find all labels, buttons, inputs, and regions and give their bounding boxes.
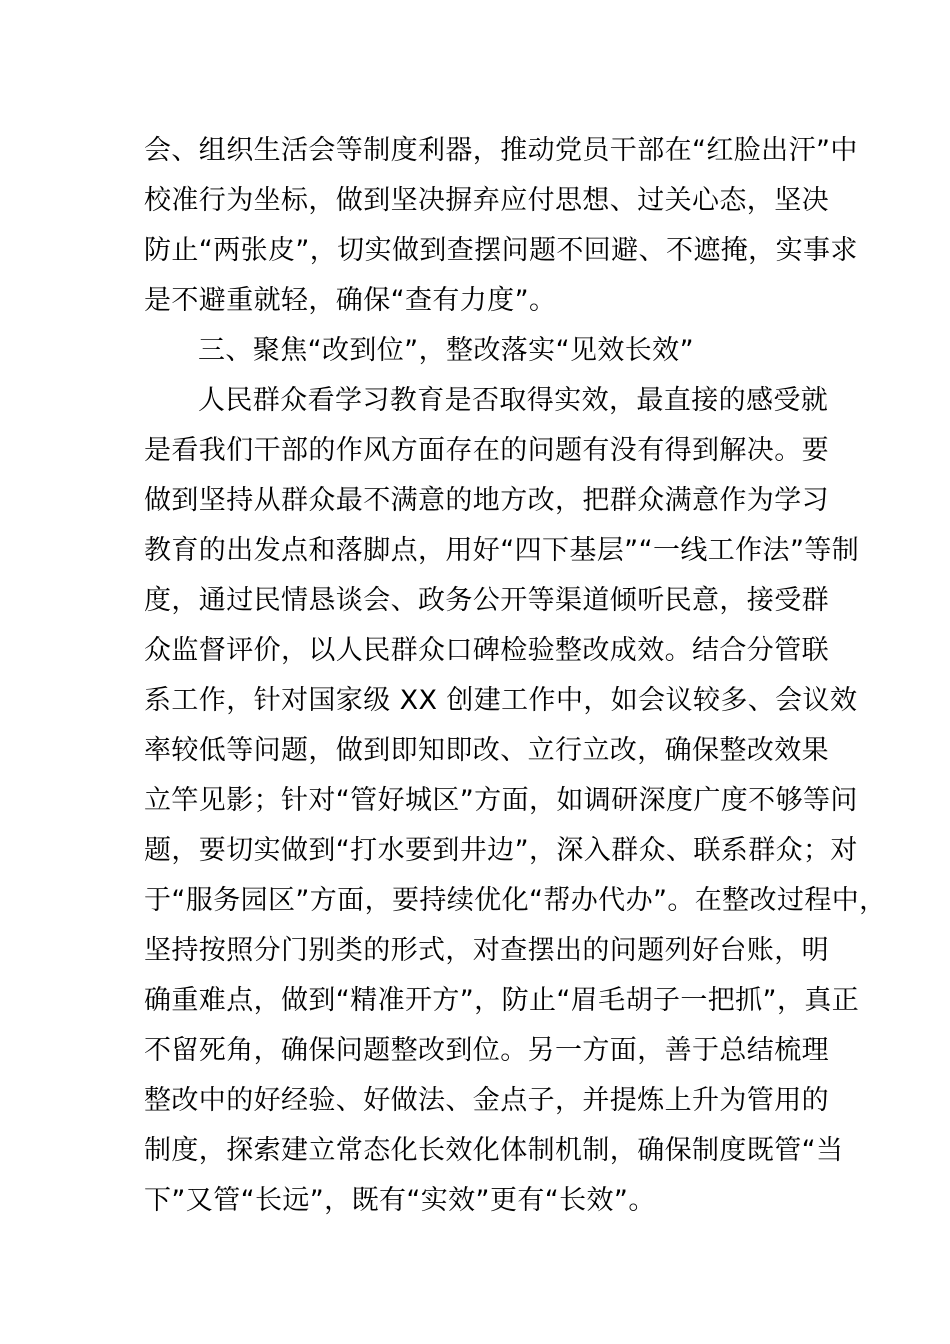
text-line: 会、组织生活会等制度利器，推动党员干部在“红脸出汗”中 <box>144 135 858 166</box>
document-body <box>144 126 887 1226</box>
text-line: 确重难点，做到“精准开方”，防止“眉毛胡子一把抓”，真正 <box>144 985 860 1016</box>
text-line: 率较低等问题，做到即知即改、立行立改，确保整改效果 <box>144 735 829 766</box>
text-line: 制度，探索建立常态化长效化体制机制，确保制度既管“当 <box>144 1135 844 1166</box>
text-line: 众监督评价，以人民群众口碑检验整改成效。结合分管联 <box>144 635 829 666</box>
text-line: 于“服务园区”方面，要持续优化“帮办代办”。在整改过程中， <box>144 885 887 916</box>
text-line: 度，通过民情恳谈会、政务公开等渠道倾听民意，接受群 <box>144 585 829 616</box>
text-line: 是看我们干部的作风方面存在的问题有没有得到解决。要 <box>144 435 829 466</box>
text-line: 是不避重就轻，确保“查有力度”。 <box>144 285 557 316</box>
paragraph-1 <box>144 126 858 326</box>
text-line: 校准行为坐标，做到坚决摒弃应付思想、过关心态，坚决 <box>144 185 829 216</box>
text-line: 人民群众看学习教育是否取得实效，最直接的感受就 <box>198 385 829 416</box>
text-line: 整改中的好经验、好做法、金点子，并提炼上升为管用的 <box>144 1085 829 1116</box>
text-line: 做到坚持从群众最不满意的地方改，把群众满意作为学习 <box>144 485 829 516</box>
text-line: 立竿见影；针对“管好城区”方面，如调研深度广度不够等问 <box>144 785 858 816</box>
text-line: 系工作，针对国家级 XX 创建工作中，如会议较多、会议效 <box>144 685 858 716</box>
text-line: 防止“两张皮”，切实做到查摆问题不回避、不遮掩，实事求 <box>144 235 858 266</box>
paragraph-2 <box>144 376 887 1226</box>
text-line: 题，要切实做到“打水要到井边”，深入群众、联系群众；对 <box>144 835 858 866</box>
section-heading-3: 三、聚焦“改到位”，整改落实“见效长效” <box>198 335 694 366</box>
text-line: 坚持按照分门别类的形式，对查摆出的问题列好台账，明 <box>144 935 829 966</box>
text-line: 教育的出发点和落脚点，用好“四下基层”“一线工作法”等制 <box>144 535 860 566</box>
text-line: 下”又管“长远”，既有“实效”更有“长效”。 <box>144 1185 656 1216</box>
text-line: 不留死角，确保问题整改到位。另一方面，善于总结梳理 <box>144 1035 829 1066</box>
